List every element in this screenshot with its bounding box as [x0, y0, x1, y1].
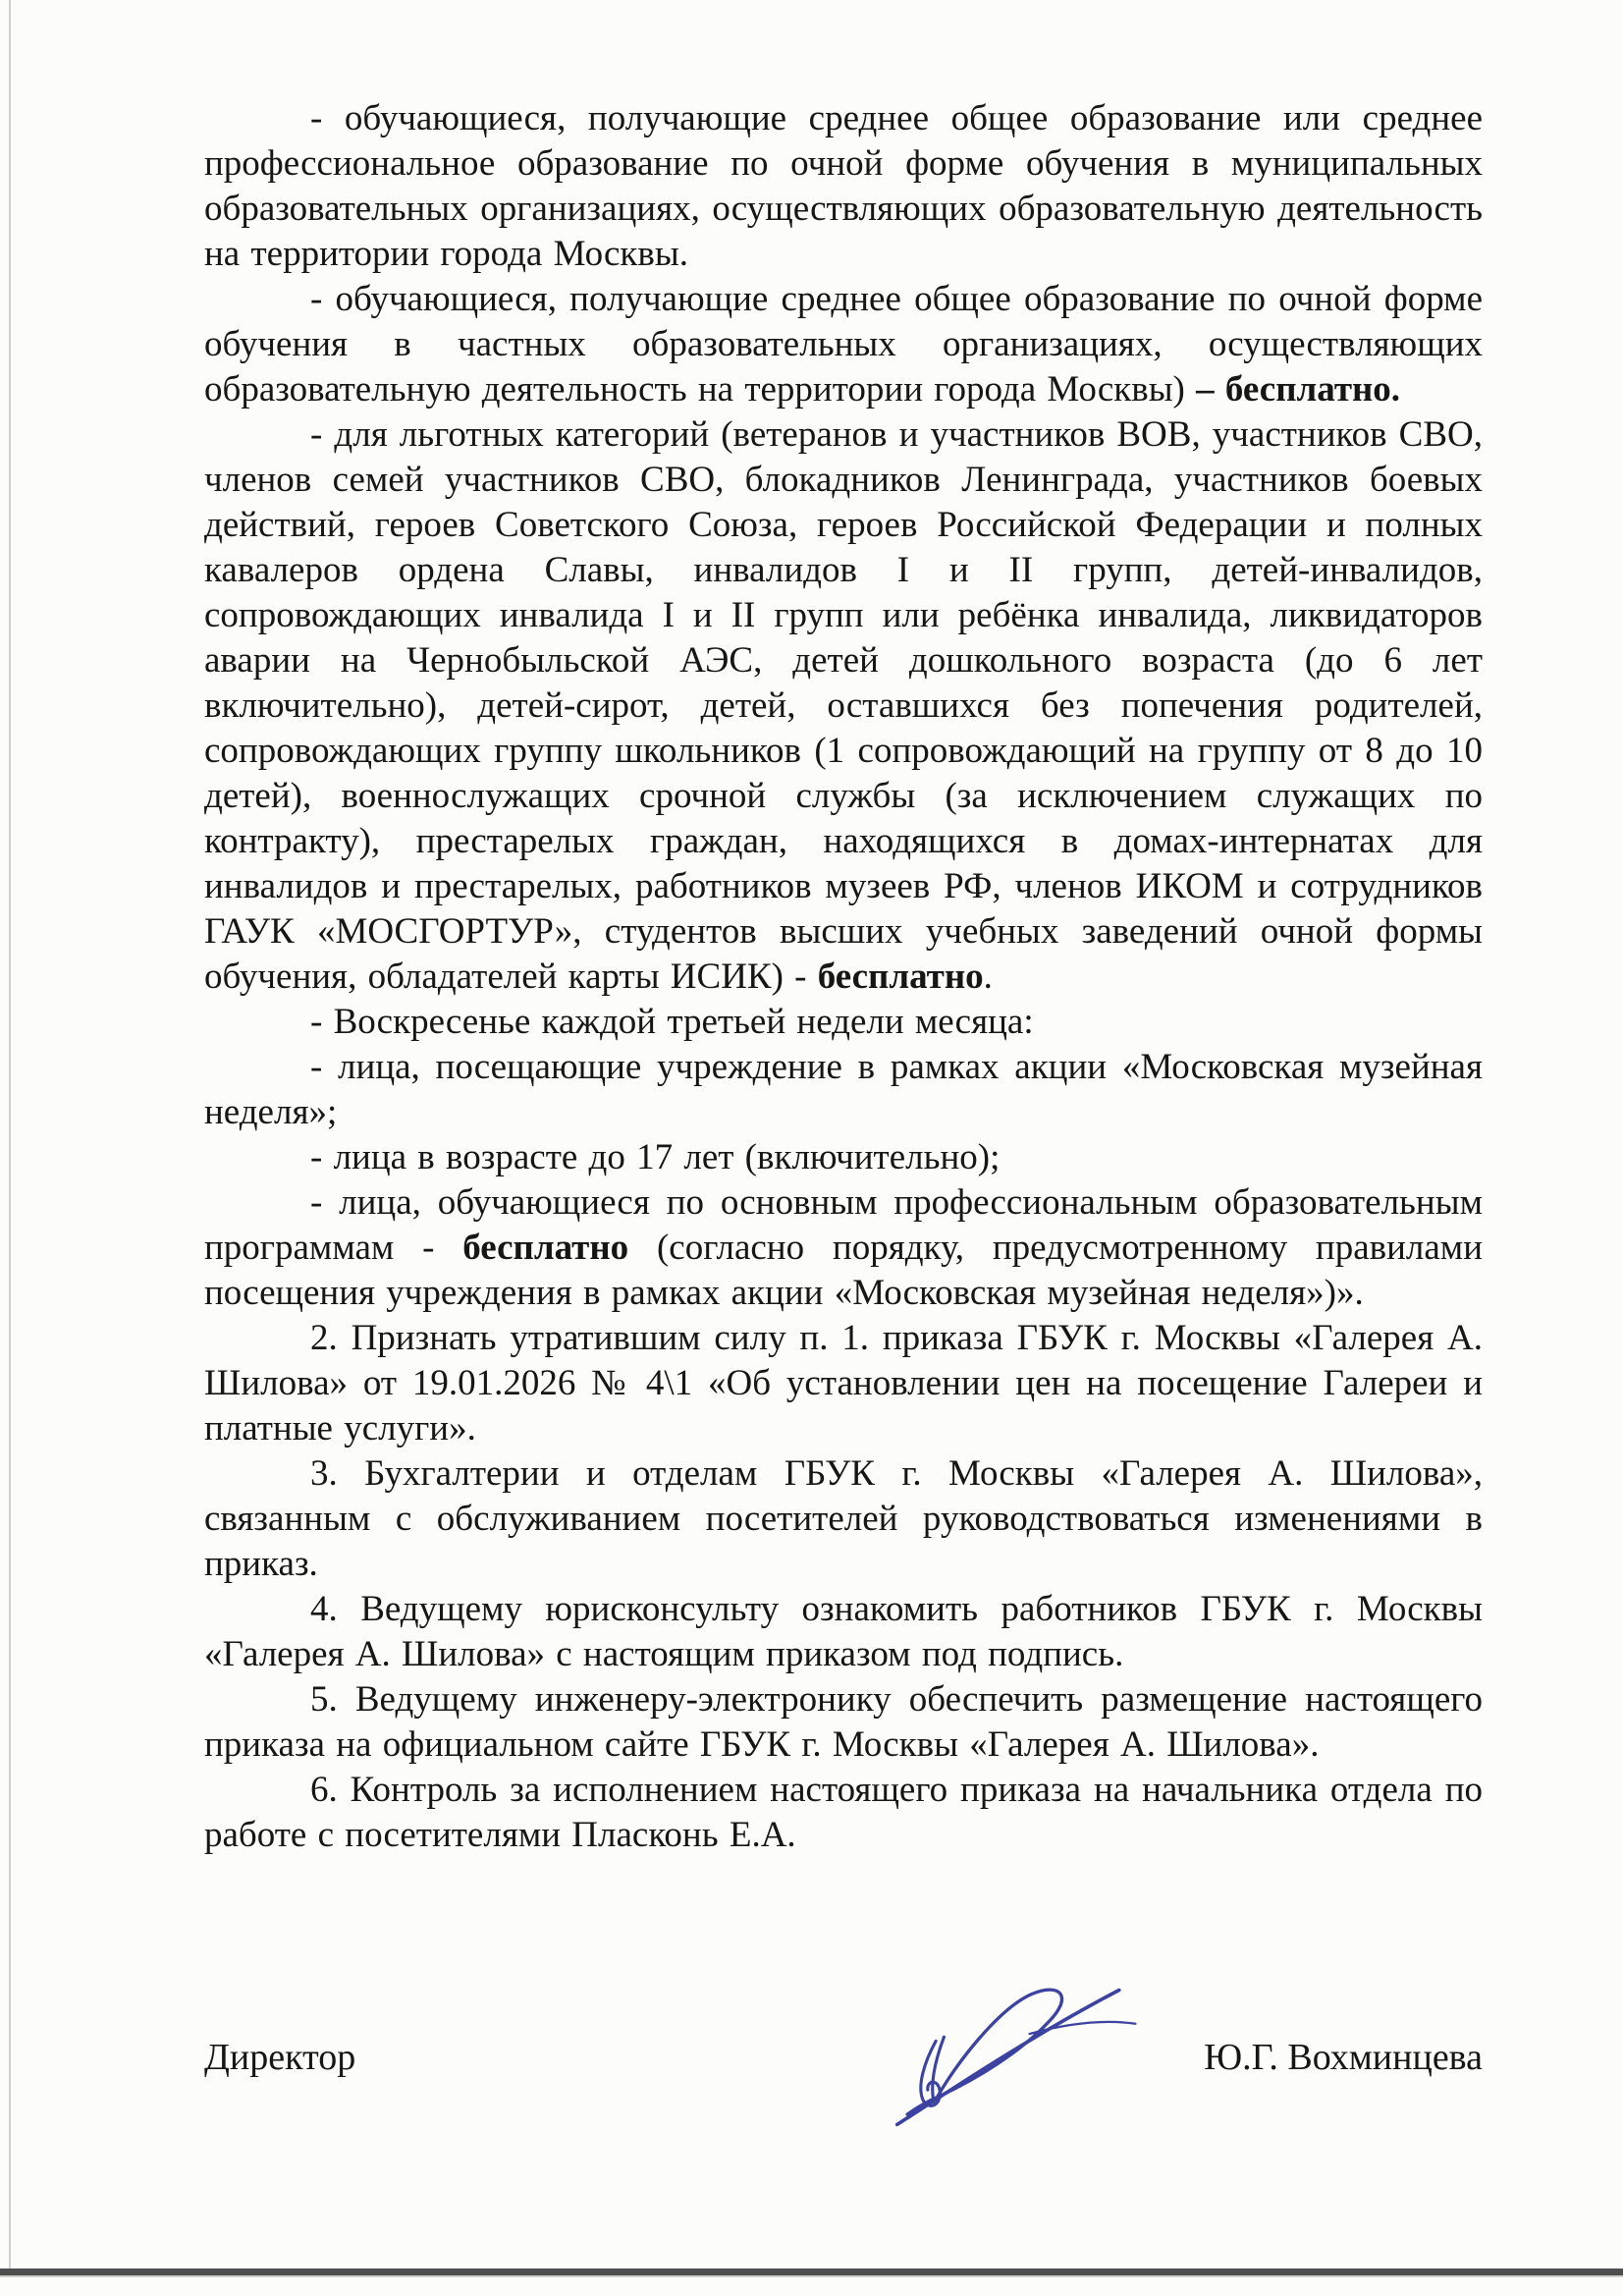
director-name: Ю.Г. Вохминцева [1204, 2037, 1483, 2078]
paragraph [204, 277, 1483, 412]
paragraph-segment: - для льготных категорий (ветеранов и участников ВОВ, участников СВО, членов семей участников СВО, блокадников Ленинграда, участников боевых действий, героев Советского Союза, героев Российской Федерации и полных кавалеров ордена Славы, инвалидов I и II групп, детей-инвалидов, сопровождающих инвалида I и II групп или ребёнка инвалида, ликвидаторов аварии на Чернобыльской АЭС, детей дошкольного возраста (до 6 лет включительно), детей-сирот, детей, оставшихся без попечения родителей, сопровождающих группу школьников (1 сопровождающий на группу от 8 до 10 детей), военнослужащих срочной службы (за исключением служащих по контракту), престарелых граждан, находящихся в домах-интернатах для инвалидов и престарелых, работников музеев РФ, членов ИКОМ и сотрудников ГАУК «МОСГОРТУР», студентов высших учебных заведений очной формы обучения, обладателей карты ИСИК) - [204, 414, 1483, 997]
paragraph-segment: - обучающиеся, получающие среднее общее образование по очной форме обучения в частных образовательных организациях, осуществляющих образовательную деятельность на территории города Москвы) [204, 279, 1483, 410]
director-title: Директор [204, 2037, 356, 2078]
paragraph [204, 1180, 1483, 1316]
paragraph [204, 1768, 1483, 1858]
paragraph [204, 1316, 1483, 1451]
paragraph-segment: 6. Контроль за исполнением настоящего приказа на начальника отдела по работе с посетителями Пласконь Е.А. [204, 1770, 1483, 1855]
paragraph-segment-bold: бесплатно [817, 957, 984, 997]
paragraph-segment: 3. Бухгалтерии и отделам ГБУК г. Москвы «Галерея А. Шилова», связанным с обслуживанием посетителей руководствоваться изменениями в приказ. [204, 1453, 1483, 1584]
paragraph-segment: 5. Ведущему инженеру-электронику обеспечить размещение настоящего приказа на официальном сайте ГБУК г. Москвы «Галерея А. Шилова». [204, 1679, 1483, 1765]
paragraph [204, 1000, 1483, 1045]
scan-edge-bottom-line [0, 2269, 1623, 2275]
paragraph-segment: - лица в возрасте до 17 лет (включительно); [310, 1137, 1001, 1177]
paragraph-segment: - Воскресенье каждой третьей недели месяца: [310, 1002, 1034, 1042]
paragraph-segment-bold: – бесплатно. [1196, 369, 1401, 410]
paragraph-segment: 2. Признать утратившим силу п. 1. приказа ГБУК г. Москвы «Галерея А. Шилова» от 19.01.2026 № 4\1 «Об установлении цен на посещение Галереи и платные услуги». [204, 1318, 1483, 1449]
paragraph [204, 1451, 1483, 1587]
paragraph-segment: - обучающиеся, получающие среднее общее образование или среднее профессиональное образование по очной форме обучения в муниципальных образовательных организациях, осуществляющих образовательную деятельность на территории города Москвы. [204, 98, 1483, 274]
paragraph [204, 96, 1483, 277]
paragraph-segment: (согласно порядку, предусмотренному правилами посещения учреждения в рамках акции «Московская музейная неделя»)». [204, 1228, 1483, 1313]
paragraph-segment: - лица, посещающие учреждение в рамках акции «Московская музейная неделя»; [204, 1047, 1483, 1132]
paragraph [204, 412, 1483, 1000]
paragraph [204, 1135, 1483, 1180]
signature-row [204, 2035, 1483, 2080]
paragraph-segment: - лица, обучающиеся по основным профессиональным образовательным программам - [204, 1182, 1483, 1268]
paragraph-segment-bold: бесплатно [462, 1228, 629, 1268]
paragraph-segment: . [983, 957, 993, 997]
paragraph [204, 1677, 1483, 1768]
paragraph-segment: 4. Ведущему юрисконсульту ознакомить работников ГБУК г. Москвы «Галерея А. Шилова» с настоящим приказом под подпись. [204, 1589, 1483, 1674]
paragraph [204, 1045, 1483, 1135]
paragraph [204, 1587, 1483, 1677]
scan-edge-left-line [9, 0, 11, 2274]
document-body [204, 96, 1483, 1858]
